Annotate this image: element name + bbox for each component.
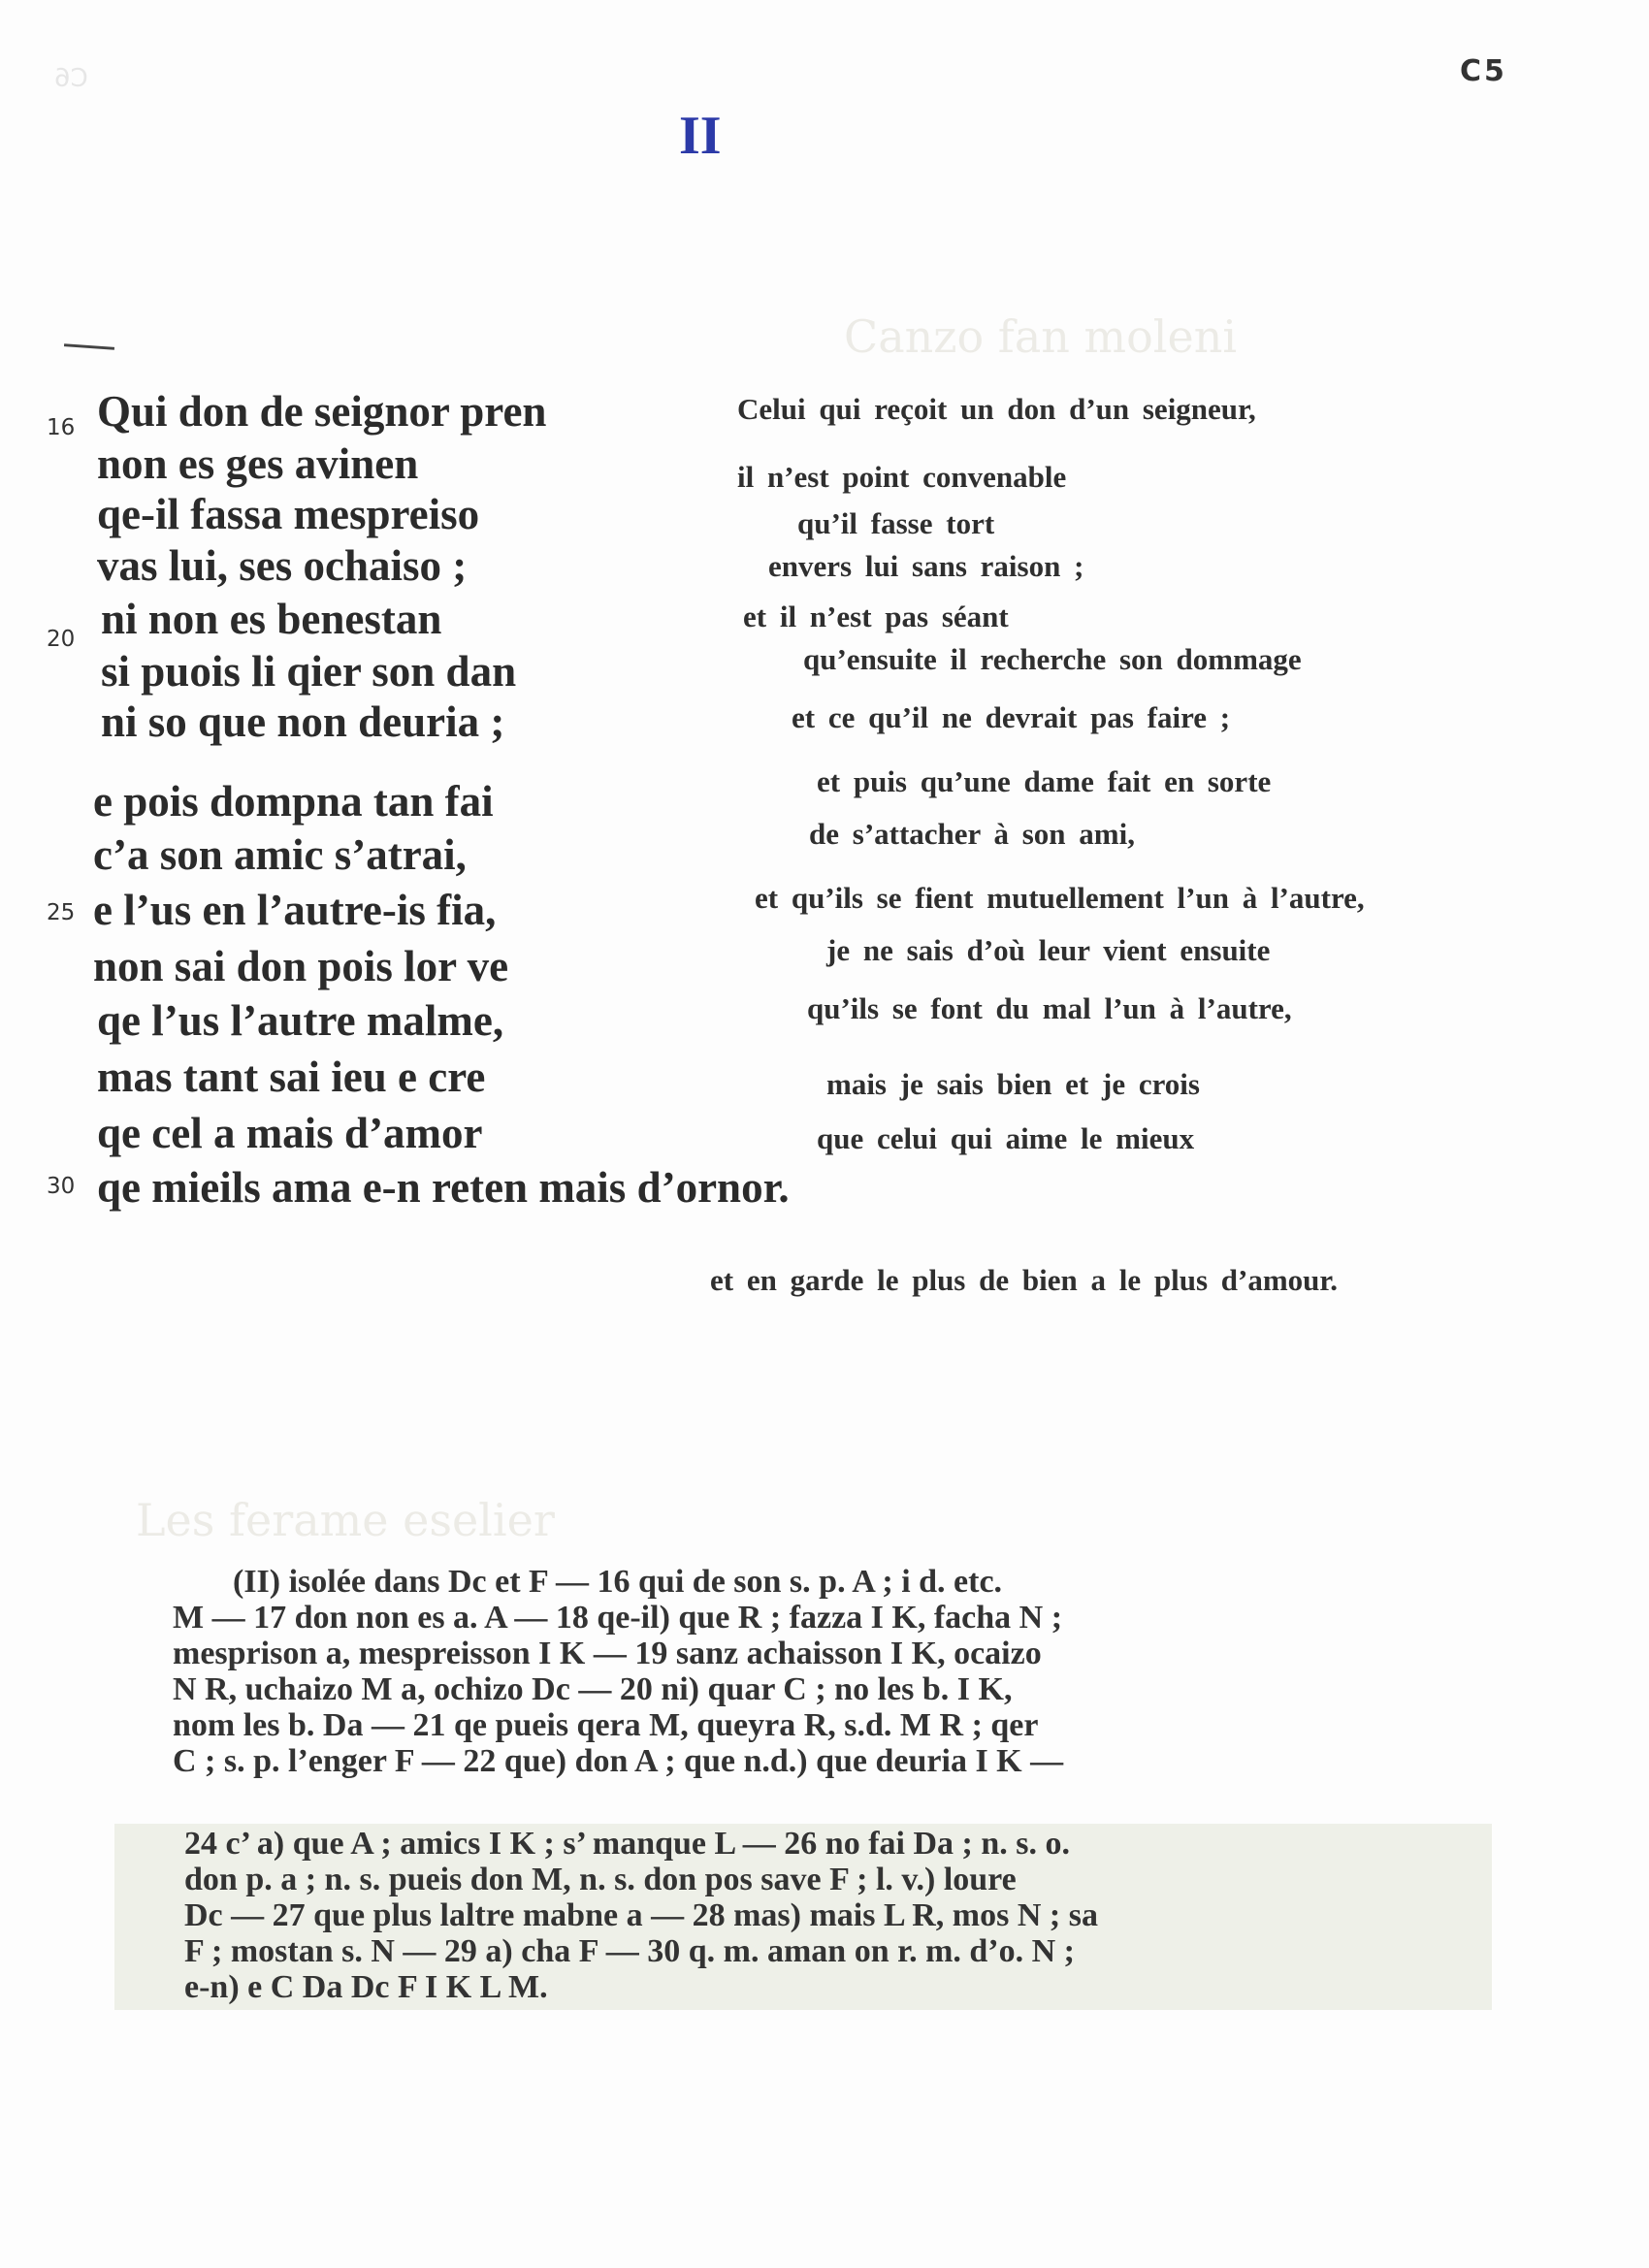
apparatus-line: (II) isolée dans Dc et F — 16 qui de son s. p. A ; i d. etc. bbox=[233, 1564, 1003, 1600]
verse-line: qe l’us l’autre malme, bbox=[97, 996, 504, 1045]
apparatus-line: mesprison a, mespreisson I K — 19 sanz achaisson I K, ocaizo bbox=[173, 1636, 1042, 1671]
apparatus-line: C ; s. p. l’enger F — 22 que) don A ; que n.d.) que deuria I K — bbox=[173, 1743, 1064, 1779]
verse-line: ni non es benestan bbox=[101, 595, 442, 643]
verse-line: qe-il fassa mespreiso bbox=[97, 490, 480, 538]
apparatus-line: don p. a ; n. s. pueis don M, n. s. don pos save F ; l. v.) loure bbox=[184, 1862, 1017, 1897]
translation-line: que celui qui aime le mieux bbox=[817, 1121, 1195, 1155]
bleed-through: Les ferame eselier bbox=[136, 1494, 555, 1546]
critical-apparatus bbox=[173, 1564, 1453, 1779]
apparatus-line: nom les b. Da — 21 qe pueis qera M, queyra R, s.d. M R ; qer bbox=[173, 1707, 1039, 1743]
verse-line: qe cel a mais d’amor bbox=[97, 1109, 483, 1157]
apparatus-line: 24 c’ a) que A ; amics I K ; s’ manque L — 26 no fai Da ; n. s. o. bbox=[184, 1826, 1071, 1862]
translation-line: qu’il fasse tort bbox=[797, 506, 995, 540]
verse-line: vas lui, ses ochaiso ; bbox=[97, 541, 468, 590]
verse-line: e pois dompna tan fai bbox=[93, 777, 494, 826]
verse-line: c’a son amic s’atrai, bbox=[93, 830, 467, 879]
translation-line: et puis qu’une dame fait en sorte bbox=[817, 764, 1272, 798]
verse-number: 16 bbox=[47, 415, 76, 440]
translation-line: qu’ils se font du mal l’un à l’autre, bbox=[807, 991, 1292, 1025]
translation-line: et qu’ils se fient mutuellement l’un à l’autre, bbox=[755, 881, 1365, 915]
translation-line: envers lui sans raison ; bbox=[768, 549, 1084, 583]
translation-line: qu’ensuite il recherche son dommage bbox=[803, 642, 1302, 676]
page-label: C5 bbox=[1460, 54, 1507, 88]
translation-line: mais je sais bien et je crois bbox=[826, 1067, 1200, 1101]
verse-line: qe mieils ama e-n reten mais d’ornor. bbox=[97, 1163, 790, 1212]
verse-line: non es ges avinen bbox=[97, 439, 419, 488]
verse-line: e l’us en l’autre-is fia, bbox=[93, 886, 497, 934]
translation-line: et il n’est pas séant bbox=[743, 599, 1009, 633]
section-numeral: II bbox=[679, 106, 722, 166]
scan-mark bbox=[64, 343, 114, 350]
apparatus-line: F ; mostan s. N — 29 a) cha F — 30 q. m. aman on r. m. d’o. N ; bbox=[184, 1933, 1075, 1969]
translation-line: il n’est point convenable bbox=[737, 460, 1067, 494]
verse-number: 25 bbox=[47, 900, 76, 925]
translation-line: de s’attacher à son ami, bbox=[809, 817, 1135, 851]
critical-apparatus-continued bbox=[184, 1826, 1465, 2005]
reverse-page-label: C6 bbox=[54, 64, 88, 93]
verse-line: Qui don de seignor pren bbox=[97, 387, 547, 436]
verse-number: 30 bbox=[47, 1174, 76, 1199]
verse-line: non sai don pois lor ve bbox=[93, 942, 509, 990]
apparatus-line: M — 17 don non es a. A — 18 qe-il) que R ; fazza I K, facha N ; bbox=[173, 1600, 1063, 1636]
apparatus-line: N R, uchaizo M a, ochizo Dc — 20 ni) quar C ; no les b. I K, bbox=[173, 1671, 1013, 1707]
verse-line: si puois li qier son dan bbox=[101, 647, 517, 696]
translation-line: je ne sais d’où leur vient ensuite bbox=[826, 933, 1271, 967]
bleed-through: Canzo fan moleni bbox=[844, 310, 1238, 363]
translation-line: et en garde le plus de bien a le plus d’amour. bbox=[710, 1263, 1339, 1297]
translation-line: Celui qui reçoit un don d’un seigneur, bbox=[737, 392, 1256, 426]
verse-number: 20 bbox=[47, 627, 76, 652]
apparatus-line: e-n) e C Da Dc F I K L M. bbox=[184, 1969, 548, 2005]
verse-line: ni so que non deuria ; bbox=[101, 697, 505, 746]
apparatus-line: Dc — 27 que plus laltre mabne a — 28 mas) mais L R, mos N ; sa bbox=[184, 1897, 1098, 1933]
verse-line: mas tant sai ieu e cre bbox=[97, 1053, 486, 1101]
translation-line: et ce qu’il ne devrait pas faire ; bbox=[792, 700, 1231, 734]
